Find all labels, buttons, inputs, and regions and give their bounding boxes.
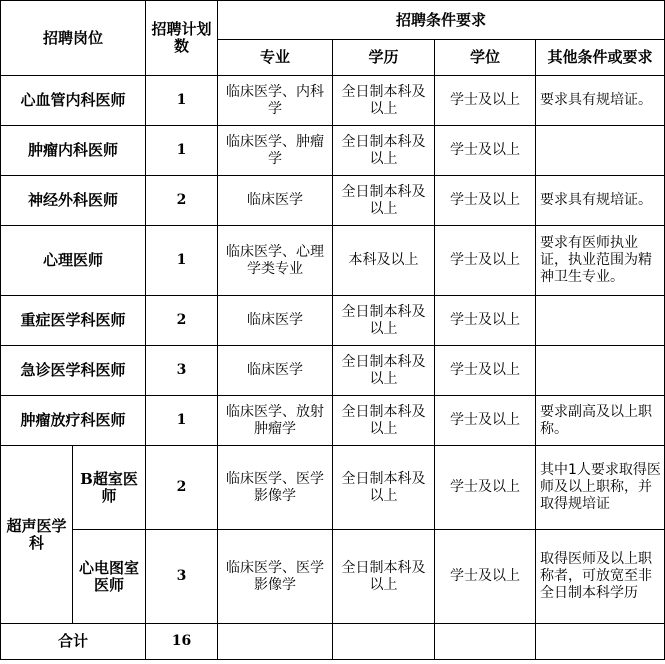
- count-cell: 3: [146, 346, 218, 396]
- major-cell: 临床医学: [218, 346, 333, 396]
- table-row: [1, 296, 665, 346]
- header-degree: 学位: [435, 40, 536, 76]
- position-cell: B超室医师: [73, 446, 146, 530]
- position-cell: 心血管内科医师: [1, 76, 146, 126]
- other-cell: [536, 346, 665, 396]
- empty-cell: [435, 624, 536, 660]
- major-cell: 临床医学、内科学: [218, 76, 333, 126]
- other-cell: [536, 126, 665, 176]
- degree-cell: 学士及以上: [435, 346, 536, 396]
- degree-cell: 学士及以上: [435, 296, 536, 346]
- other-cell: 要求副高及以上职称。: [536, 396, 665, 446]
- degree-cell: 学士及以上: [435, 126, 536, 176]
- education-cell: 全日制本科及以上: [333, 530, 435, 624]
- header-major: 专业: [218, 40, 333, 76]
- count-cell: 1: [146, 126, 218, 176]
- count-cell: 2: [146, 296, 218, 346]
- degree-cell: 学士及以上: [435, 76, 536, 126]
- major-cell: 临床医学、肿瘤学: [218, 126, 333, 176]
- header-education: 学历: [333, 40, 435, 76]
- count-cell: 1: [146, 226, 218, 296]
- other-cell: 要求具有规培证。: [536, 176, 665, 226]
- major-cell: 临床医学、放射肿瘤学: [218, 396, 333, 446]
- position-cell: 肿瘤放疗科医师: [1, 396, 146, 446]
- position-cell: 急诊医学科医师: [1, 346, 146, 396]
- major-cell: 临床医学、医学影像学: [218, 446, 333, 530]
- other-cell: 要求具有规培证。: [536, 76, 665, 126]
- major-cell: 临床医学、心理学类专业: [218, 226, 333, 296]
- position-cell: 神经外科医师: [1, 176, 146, 226]
- empty-cell: [536, 624, 665, 660]
- table-row: [1, 530, 665, 624]
- education-cell: 全日制本科及以上: [333, 126, 435, 176]
- degree-cell: 学士及以上: [435, 176, 536, 226]
- major-cell: 临床医学: [218, 176, 333, 226]
- position-cell: 肿瘤内科医师: [1, 126, 146, 176]
- education-cell: 本科及以上: [333, 226, 435, 296]
- empty-cell: [218, 624, 333, 660]
- total-label: 合计: [1, 624, 146, 660]
- total-row: [1, 624, 665, 660]
- header-plan: 招聘计划数: [146, 1, 218, 76]
- count-cell: 1: [146, 76, 218, 126]
- major-cell: 临床医学、医学影像学: [218, 530, 333, 624]
- count-cell: 2: [146, 446, 218, 530]
- education-cell: 全日制本科及以上: [333, 346, 435, 396]
- position-cell: 心电图室医师: [73, 530, 146, 624]
- education-cell: 全日制本科及以上: [333, 296, 435, 346]
- total-count: 16: [146, 624, 218, 660]
- education-cell: 全日制本科及以上: [333, 446, 435, 530]
- degree-cell: 学士及以上: [435, 226, 536, 296]
- table-row: [1, 226, 665, 296]
- count-cell: 1: [146, 396, 218, 446]
- degree-cell: 学士及以上: [435, 446, 536, 530]
- other-cell: 要求有医师执业证，执业范围为精神卫生专业。: [536, 226, 665, 296]
- other-cell: 其中1人要求取得医师及以上职称，并取得规培证: [536, 446, 665, 530]
- education-cell: 全日制本科及以上: [333, 396, 435, 446]
- count-cell: 2: [146, 176, 218, 226]
- degree-cell: 学士及以上: [435, 530, 536, 624]
- other-cell: [536, 296, 665, 346]
- table-row: [1, 176, 665, 226]
- major-cell: 临床医学: [218, 296, 333, 346]
- count-cell: 3: [146, 530, 218, 624]
- header-requirements: 招聘条件要求: [218, 1, 665, 40]
- education-cell: 全日制本科及以上: [333, 76, 435, 126]
- header-position: 招聘岗位: [1, 1, 146, 76]
- position-cell: 重症医学科医师: [1, 296, 146, 346]
- position-cell: 心理医师: [1, 226, 146, 296]
- table-row: [1, 346, 665, 396]
- empty-cell: [333, 624, 435, 660]
- ultrasound-group-cell: 超声医学科: [1, 446, 73, 624]
- table-row: [1, 396, 665, 446]
- other-cell: 取得医师及以上职称者，可放宽至非全日制本科学历: [536, 530, 665, 624]
- table-row: [1, 126, 665, 176]
- education-cell: 全日制本科及以上: [333, 176, 435, 226]
- table-row: [1, 446, 665, 530]
- degree-cell: 学士及以上: [435, 396, 536, 446]
- table-row: [1, 76, 665, 126]
- header-other: 其他条件或要求: [536, 40, 665, 76]
